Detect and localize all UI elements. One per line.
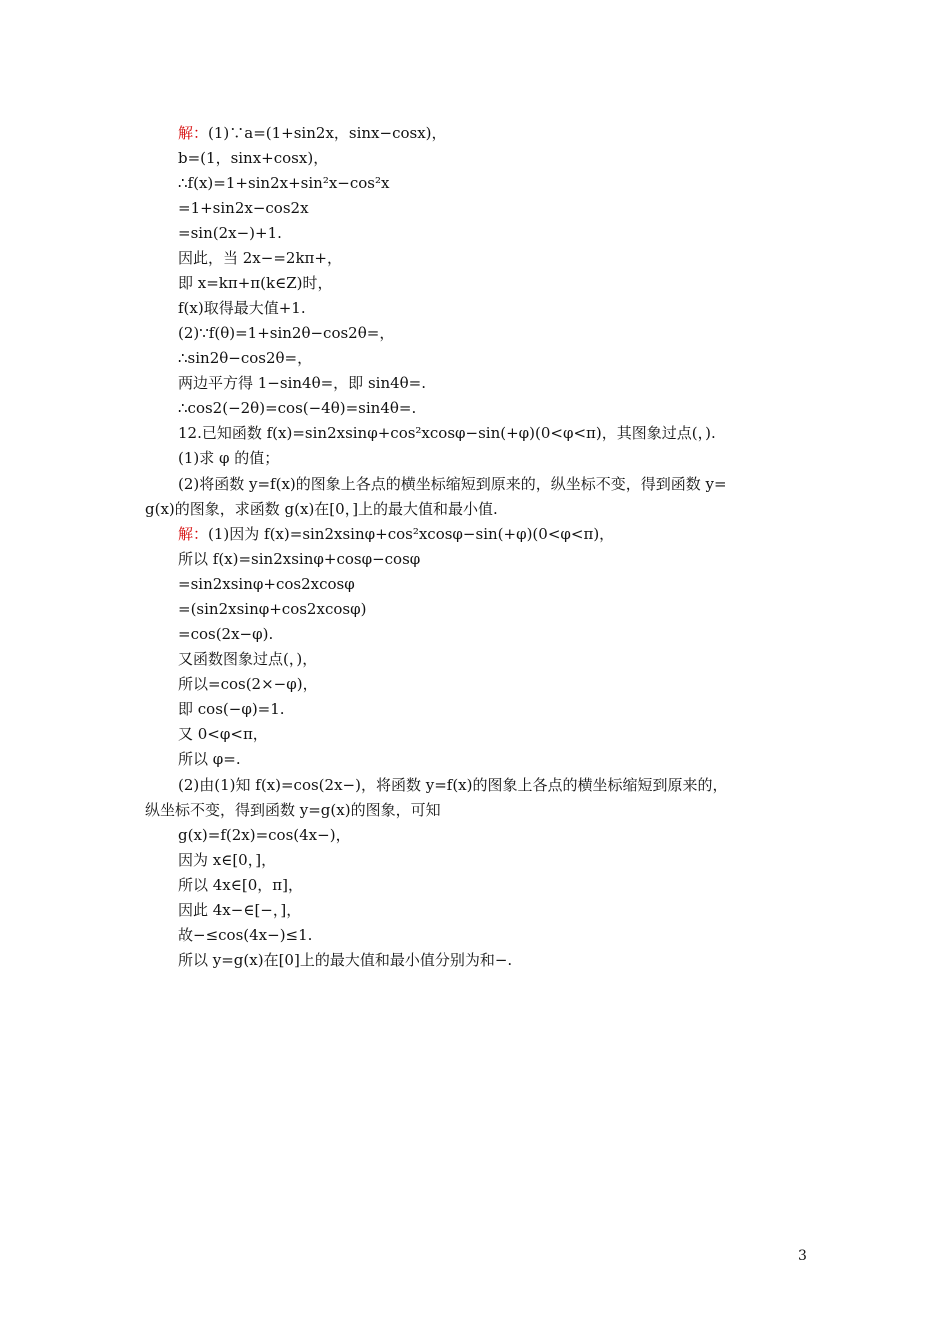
solution-12-line-16: 因此 4x−∈[−，]， xyxy=(178,901,302,919)
solution-12-line-18: 所以 y=g(x)在[0]上的最大值和最小值分别为和−. xyxy=(178,951,513,969)
solution-12-line-12: 纵坐标不变，得到函数 y=g(x)的图象，可知 xyxy=(145,801,441,819)
solution-12-line-5: =cos(2x−φ). xyxy=(178,625,274,643)
solution-1-line-9: (2)∵f(θ)=1+sin2θ−cos2θ=， xyxy=(178,324,395,342)
line-text: (1)因为 f(x)=sin2xsinφ+cos²xcosφ−sin(+φ)(0<φ<π)， xyxy=(208,525,615,543)
problem-12-part-2: (2)将函数 y=f(x)的图象上各点的横坐标缩短到原来的，纵坐标不变，得到函数 y= xyxy=(178,475,727,493)
solution-1-line-12: ∴cos2(−2θ)=cos(−4θ)=sin4θ=. xyxy=(178,399,417,417)
solution-1-line-1 xyxy=(178,123,447,143)
solution-12-line-15: 所以 4x∈[0，π]， xyxy=(178,876,303,894)
solution-12-line-9: 又 0<φ<π， xyxy=(178,725,268,743)
problem-12-statement: 12.已知函数 f(x)=sin2xsinφ+cos²xcosφ−sin(+φ)(0<φ<π)，其图象过点(，). xyxy=(178,424,716,442)
problem-12-part-1: (1)求 φ 的值； xyxy=(178,449,280,467)
solution-1-line-7: 即 x=kπ+π(k∈Z)时， xyxy=(178,274,333,292)
solution-1-line-8: f(x)取得最大值+1. xyxy=(178,299,306,317)
solution-1-line-3: ∴f(x)=1+sin2x+sin²x−cos²x xyxy=(178,174,390,192)
solution-label: 解： xyxy=(178,525,209,543)
solution-1-line-2: b=(1，sinx+cosx)， xyxy=(178,149,329,167)
solution-12-line-7: 所以=cos(2×−φ)， xyxy=(178,675,318,693)
solution-12-line-8: 即 cos(−φ)=1. xyxy=(178,700,285,718)
solution-12-line-3: =sin2xsinφ+cos2xcosφ xyxy=(178,575,355,593)
solution-12-line-2: 所以 f(x)=sin2xsinφ+cosφ−cosφ xyxy=(178,550,421,568)
solution-1-line-6: 因此，当 2x−=2kπ+， xyxy=(178,249,342,267)
solution-1-line-11: 两边平方得 1−sin4θ=，即 sin4θ=. xyxy=(178,374,427,392)
solution-12-line-6: 又函数图象过点(，)， xyxy=(178,650,318,668)
solution-1-line-10: ∴sin2θ−cos2θ=， xyxy=(178,349,313,367)
solution-1-line-5: =sin(2x−)+1. xyxy=(178,224,282,242)
solution-12-line-4: =(sin2xsinφ+cos2xcosφ) xyxy=(178,600,367,618)
solution-12-line-14: 因为 x∈[0，]， xyxy=(178,851,277,869)
solution-12-line-1 xyxy=(178,524,614,544)
solution-12-line-10: 所以 φ=. xyxy=(178,750,241,768)
problem-12-part-2-cont: g(x)的图象，求函数 g(x)在[0，]上的最大值和最小值. xyxy=(145,500,498,518)
solution-1-line-4: =1+sin2x−cos2x xyxy=(178,199,309,217)
line-text: (1)∵a=(1+sin2x，sinx−cosx)， xyxy=(208,124,447,142)
solution-12-line-17: 故−≤cos(4x−)≤1. xyxy=(178,926,313,944)
solution-label: 解： xyxy=(178,124,209,142)
solution-12-line-13: g(x)=f(2x)=cos(4x−)， xyxy=(178,826,351,844)
solution-12-line-11: (2)由(1)知 f(x)=cos(2x−)，将函数 y=f(x)的图象上各点的横坐标缩短到原来的， xyxy=(178,776,728,794)
page-number: 3 xyxy=(798,1248,807,1264)
